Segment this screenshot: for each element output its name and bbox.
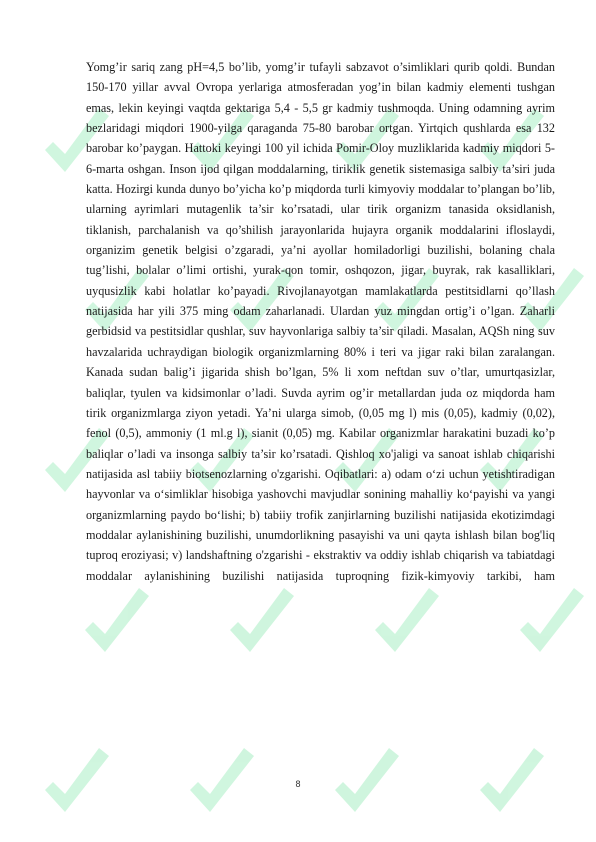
watermark-check-icon <box>85 588 149 652</box>
body-paragraph: Yomg’ir sariq zang pH=4,5 bo’lib, yomg’ir tufayli sabzavot o’simliklari qurib qoldi. Bundan 150-170 yillar avval Ovropa yerlariga atmosferadan yog’in bilan kadmiy elementi tushgan emas, lekin keyingi vaqtda gektariga 5,4 - 5,5 gr kadmiy tushmoqda. Uning odamning ayrim bezlaridagi miqdori 1900-yilga qaraganda 75-80 barobar ortgan. Yirtqich qushlarda esa 132 barobar ko’paygan. Hattoki keyingi 100 yil ichida Pomir-Oloy muzliklarida kadmiy miqdori 5-6-marta oshgan. Inson ijod qilgan moddalarning, tiriklik genetik sistemasiga salbiy ta’siri juda katta. Hozirgi kunda dunyo bo’yicha ko’p miqdorda turli kimyoviy moddalar to’plangan bo’lib, ularning ayrimlari mutagenlik ta’sir ko’rsatadi, ular tirik organizm tanasida oksidlanish, tiklanish, parchalanish va qo’shilish jarayonlarida hujayra organik moddalarini ifloslaydi, organizim genetik belgisi o’zgaradi, ya’ni ayollar homiladorligi buzilishi, bolaning chala tug’lishi, bolalar o’limi ortishi, yurak-qon tomir, oshqozon, jigar, buyrak, rak kasalliklari, uyqusizlik kabi holatlar ko’payadi. Rivojlanayotgan mamlakatlarda pestitsidlarni qo’llash natijasida har yili 375 ming odam zaharlanadi. Ulardan yuz mingdan ortig’i o’lgan. Zaharli gerbidsid va pestitsidlar qushlar, suv hayvonlariga salbiy ta’sir qiladi. Masalan, AQSh ning suv havzalarida uchraydigan biologik organizmlarning 80% i teri va jigar raki bilan zaralangan. Kanada sudan balig’i jigarida shish bo’lgan, 5% li xom neftdan suv o’tlar, umurtqasizlar, baliqlar, tyulen va kidsimonlar o’ladi. Suvda ayrim og’ir metallardan juda oz miqdorda ham tirik organizmlarga ziyon yetadi. Ya’ni ularga simob, (0,05 mg l) mis (0,05), kadmiy (0,02), fenol (0,5), ammoniy (1 ml.g l), sianit (0,05) mg. Kabilar organizmlar harakatini buzadi ko’p baliqlar o’ladi va insonga salbiy ta’sir ko’rsatadi. Qishloq xo'jaligi va sanoat ishlab chiqarishi natijasida asl tabiiy biotsenozlarning o'zgarishi. Oqibatlari: a) odam o‘zi uchun yetishtiradigan hayvonlar va o‘simliklar hisobiga yashovchi mavjudlar sonining mahalliy ko‘payishi va yangi organizmlarning paydo bo‘lishi; b) tabiiy trofik zanjirlarning buzilishi natijasida ekotizimdagi moddalar aylanishining buzilishi, unumdorlikning pasayishi va uni qayta ishlash bilan bog'liq tuproq eroziyasi; v) landshaftning o'zgarishi - ekstraktiv va oddiy ishlab chiqarish va tabiatdagi moddalar aylanishining buzilishi natijasida tuproqning fizik-kimyoviy tarkibi, ham <box>86 60 555 583</box>
watermark-check-icon <box>230 588 294 652</box>
watermark-check-icon <box>520 588 584 652</box>
page-number: 8 <box>295 779 301 789</box>
watermark-check-icon <box>375 588 439 652</box>
